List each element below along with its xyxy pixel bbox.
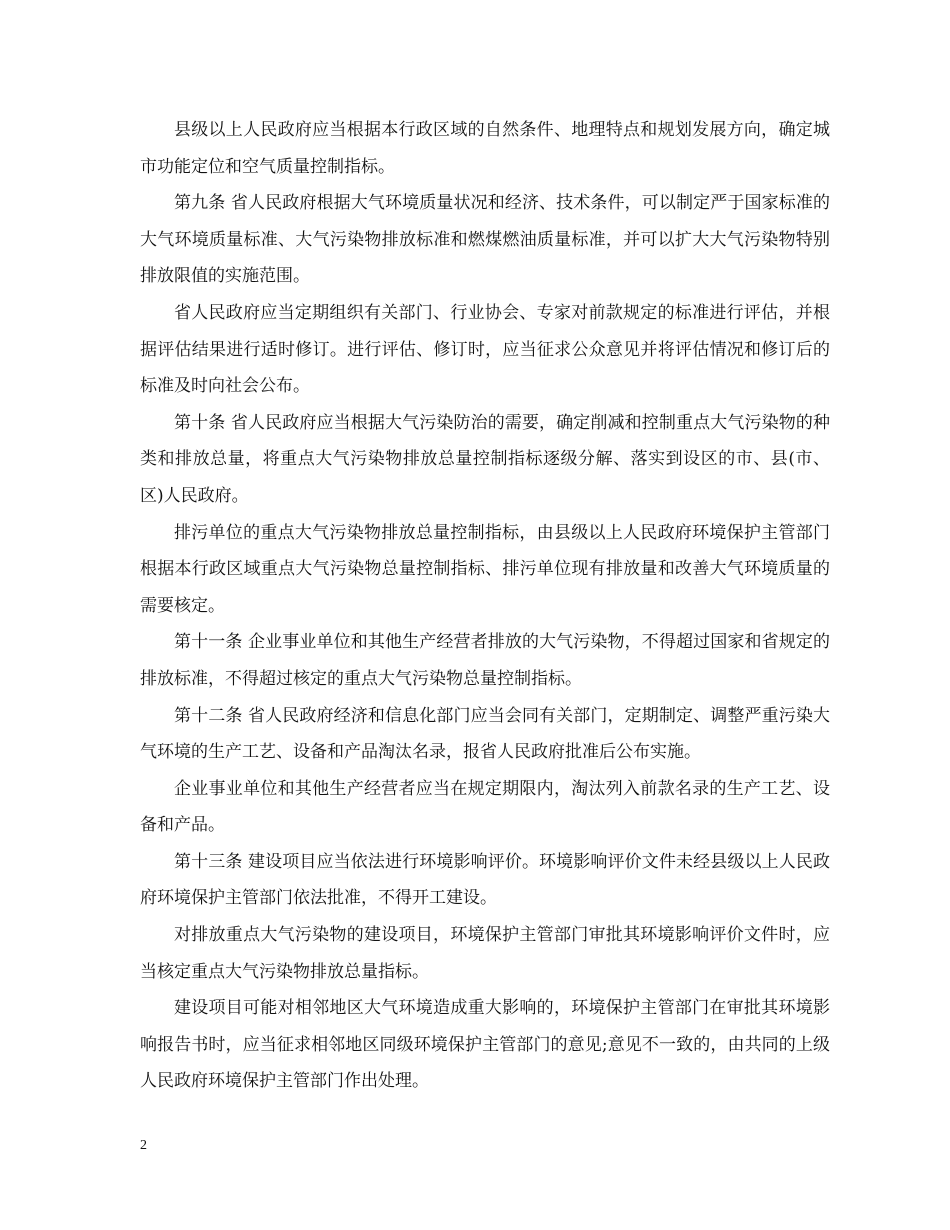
paragraph-article-10-quota: 排污单位的重点大气污染物排放总量控制指标，由县级以上人民政府环境保护主管部门根据本行政区域重点大气污染物总量控制指标、排污单位现有排放量和改善大气环境质量的需要核定。: [140, 522, 830, 616]
page-number: 2: [140, 1138, 147, 1153]
paragraph-article-11: 第十一条 企业事业单位和其他生产经营者排放的大气污染物，不得超过国家和省规定的排放标准，不得超过核定的重点大气污染物总量控制指标。: [140, 632, 830, 689]
document-body: [140, 112, 830, 1100]
paragraph-article-12: 第十二条 省人民政府经济和信息化部门应当会同有关部门，定期制定、调整严重污染大气环境的生产工艺、设备和产品淘汰名录，报省人民政府批准后公布实施。: [140, 705, 830, 763]
paragraph-article-9: 第九条 省人民政府根据大气环境质量状况和经济、技术条件，可以制定严于国家标准的大气环境质量标准、大气污染物排放标准和燃煤燃油质量标准，并可以扩大大气污染物特别排放限值的实施范围。: [140, 193, 830, 287]
paragraph-article-9-evaluation: 省人民政府应当定期组织有关部门、行业协会、专家对前款规定的标准进行评估，并根据评估结果进行适时修订。进行评估、修订时，应当征求公众意见并将评估情况和修订后的标准及时向社会公布。: [140, 302, 830, 397]
paragraph-article-13-neighboring: 建设项目可能对相邻地区大气环境造成重大影响的，环境保护主管部门在审批其环境影响报告书时，应当征求相邻地区同级环境保护主管部门的意见;意见不一致的，由共同的上级人民政府环境保护主管部门作出处理。: [140, 998, 830, 1092]
paragraph-article-10: 第十条 省人民政府应当根据大气污染防治的需要，确定削减和控制重点大气污染物的种类和排放总量，将重点大气污染物排放总量控制指标逐级分解、落实到设区的市、县(市、区)人民政府。: [140, 412, 830, 506]
paragraph-county-planning: 县级以上人民政府应当根据本行政区域的自然条件、地理特点和规划发展方向，确定城市功能定位和空气质量控制指标。: [140, 120, 830, 177]
paragraph-article-13: 第十三条 建设项目应当依法进行环境影响评价。环境影响评价文件未经县级以上人民政府环境保护主管部门依法批准，不得开工建设。: [140, 851, 830, 909]
paragraph-article-12-elimination: 企业事业单位和其他生产经营者应当在规定期限内，淘汰列入前款名录的生产工艺、设备和产品。: [140, 778, 830, 836]
paragraph-article-13-approval: 对排放重点大气污染物的建设项目，环境保护主管部门审批其环境影响评价文件时，应当核定重点大气污染物排放总量指标。: [140, 925, 830, 982]
